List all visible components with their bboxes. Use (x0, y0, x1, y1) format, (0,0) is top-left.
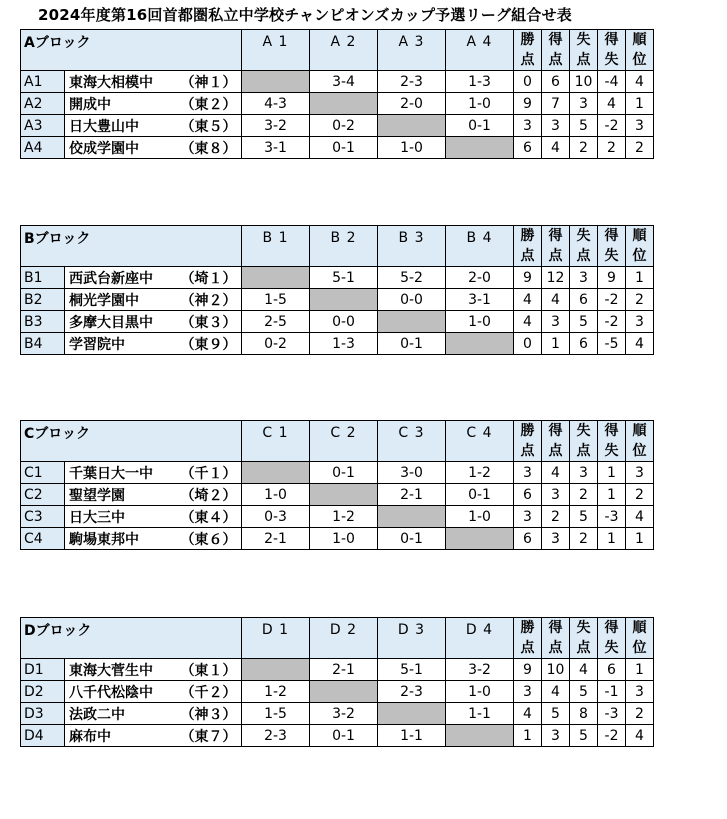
match-score: 3-1 (446, 289, 514, 311)
prefecture-seed: （東４） (179, 506, 242, 528)
stat-value: 4 (542, 137, 570, 159)
stat-header (570, 30, 598, 71)
team-code: B2 (21, 289, 65, 311)
match-score: 2-3 (378, 71, 446, 93)
stat-value: 5 (570, 681, 598, 703)
match-score: 2-1 (310, 659, 378, 681)
match-score: 2-1 (242, 528, 310, 550)
stat-value: -3 (598, 506, 626, 528)
column-header: B 1 (242, 226, 310, 267)
stat-header-line: 失 (604, 443, 619, 459)
stat-value: 6 (514, 137, 542, 159)
table-row (21, 333, 654, 355)
column-header: C 2 (310, 421, 378, 462)
self-match-cell (310, 484, 378, 506)
team-code: D1 (21, 659, 65, 681)
stat-value: 2 (626, 484, 654, 506)
stat-header-line: 失 (576, 228, 591, 244)
self-match-cell (446, 137, 514, 159)
match-score: 1-2 (446, 462, 514, 484)
match-score: 0-2 (242, 333, 310, 355)
stat-value: 9 (514, 93, 542, 115)
stat-header-line: 位 (632, 52, 647, 68)
stat-value: 4 (570, 659, 598, 681)
school-name: 麻布中 (65, 725, 179, 747)
self-match-cell (378, 703, 446, 725)
block-name: Bブロック (21, 226, 242, 267)
match-score: 3-0 (378, 462, 446, 484)
team-code: D2 (21, 681, 65, 703)
stat-value: 3 (570, 93, 598, 115)
stat-header-line: 点 (548, 640, 563, 656)
stat-header-line: 点 (520, 52, 535, 68)
match-score: 4-3 (242, 93, 310, 115)
stat-value: 2 (626, 289, 654, 311)
match-score: 2-0 (378, 93, 446, 115)
stat-value: -1 (598, 681, 626, 703)
stat-header-line: 点 (548, 52, 563, 68)
stat-header-line: 点 (576, 52, 591, 68)
stat-header (514, 618, 542, 659)
stat-value: 1 (598, 528, 626, 550)
stat-value: 5 (570, 115, 598, 137)
table-row (21, 506, 654, 528)
school-name: 学習院中 (65, 333, 179, 355)
page-title: 2024年度第16回首都圏私立中学校チャンピオンズカップ予選リーグ組合せ表 (38, 6, 572, 24)
stat-header (570, 226, 598, 267)
stat-header (626, 226, 654, 267)
self-match-cell (310, 289, 378, 311)
stat-value: 6 (570, 289, 598, 311)
stat-value: 6 (570, 333, 598, 355)
stat-header (598, 421, 626, 462)
stat-value: 8 (570, 703, 598, 725)
match-score: 1-0 (446, 311, 514, 333)
stat-header (514, 30, 542, 71)
prefecture-seed: （東７） (179, 725, 242, 747)
self-match-cell (446, 528, 514, 550)
stat-value: 4 (542, 289, 570, 311)
prefecture-seed: （東５） (179, 115, 242, 137)
team-code: A3 (21, 115, 65, 137)
school-name: 千葉日大一中 (65, 462, 179, 484)
match-score: 1-0 (310, 528, 378, 550)
school-name: 多摩大目黒中 (65, 311, 179, 333)
stat-value: 2 (570, 137, 598, 159)
self-match-cell (242, 267, 310, 289)
match-score: 0-1 (310, 462, 378, 484)
match-score: 3-2 (242, 115, 310, 137)
stat-header (542, 226, 570, 267)
stat-value: 5 (542, 703, 570, 725)
block-table (20, 29, 654, 159)
self-match-cell (378, 115, 446, 137)
stat-value: 6 (514, 484, 542, 506)
stat-header-line: 順 (632, 32, 647, 48)
team-code: C4 (21, 528, 65, 550)
match-score: 0-0 (310, 311, 378, 333)
team-code: D3 (21, 703, 65, 725)
prefecture-seed: （東１） (179, 659, 242, 681)
stat-value: 4 (598, 93, 626, 115)
prefecture-seed: （東８） (179, 137, 242, 159)
stat-header (542, 618, 570, 659)
stat-header-line: 得 (548, 228, 563, 244)
self-match-cell (378, 311, 446, 333)
match-score: 5-2 (378, 267, 446, 289)
stat-header-line: 点 (576, 640, 591, 656)
match-score: 1-1 (446, 703, 514, 725)
stat-header-line: 得 (604, 620, 619, 636)
stat-value: 2 (570, 528, 598, 550)
table-row (21, 725, 654, 747)
stat-value: 12 (542, 267, 570, 289)
self-match-cell (242, 462, 310, 484)
column-header: C 1 (242, 421, 310, 462)
table-row (21, 311, 654, 333)
match-score: 1-5 (242, 703, 310, 725)
team-code: B4 (21, 333, 65, 355)
school-name: 開成中 (65, 93, 179, 115)
match-score: 1-0 (446, 506, 514, 528)
table-row (21, 137, 654, 159)
table-row (21, 115, 654, 137)
stat-header-line: 順 (632, 228, 647, 244)
stat-header-line: 得 (548, 620, 563, 636)
stat-header (542, 30, 570, 71)
self-match-cell (310, 681, 378, 703)
match-score: 1-0 (378, 137, 446, 159)
stat-header-line: 失 (576, 423, 591, 439)
column-header: D 3 (378, 618, 446, 659)
team-code: A1 (21, 71, 65, 93)
stat-header (598, 618, 626, 659)
stat-value: 4 (542, 462, 570, 484)
block-name: Aブロック (21, 30, 242, 71)
stat-header-line: 点 (576, 248, 591, 264)
school-name: 佼成学園中 (65, 137, 179, 159)
stat-value: -2 (598, 311, 626, 333)
stat-value: 6 (542, 71, 570, 93)
prefecture-seed: （神３） (179, 703, 242, 725)
block-table (20, 420, 654, 550)
stat-header-line: 点 (520, 248, 535, 264)
school-name: 聖望学園 (65, 484, 179, 506)
stat-value: 1 (598, 484, 626, 506)
stat-header-line: 得 (604, 32, 619, 48)
match-score: 5-1 (310, 267, 378, 289)
stat-header (598, 30, 626, 71)
stat-value: 3 (514, 462, 542, 484)
stat-value: 3 (626, 681, 654, 703)
stat-value: 4 (514, 311, 542, 333)
stat-header-line: 失 (604, 52, 619, 68)
stat-header-line: 勝 (520, 620, 535, 636)
stat-value: 6 (514, 528, 542, 550)
school-name: 東海大菅生中 (65, 659, 179, 681)
stat-value: 9 (514, 267, 542, 289)
school-name: 桐光学園中 (65, 289, 179, 311)
stat-value: 3 (542, 725, 570, 747)
stat-header-line: 勝 (520, 423, 535, 439)
team-code: C1 (21, 462, 65, 484)
table-row (21, 681, 654, 703)
stat-value: 3 (542, 115, 570, 137)
match-score: 2-1 (378, 484, 446, 506)
stat-header-line: 勝 (520, 228, 535, 244)
stat-value: 9 (598, 267, 626, 289)
match-score: 0-1 (378, 528, 446, 550)
column-header: C 4 (446, 421, 514, 462)
stat-value: 2 (598, 137, 626, 159)
self-match-cell (446, 725, 514, 747)
stat-value: -5 (598, 333, 626, 355)
stat-value: 10 (570, 71, 598, 93)
match-score: 3-2 (446, 659, 514, 681)
stat-header-line: 位 (632, 248, 647, 264)
team-code: B1 (21, 267, 65, 289)
table-row (21, 267, 654, 289)
stat-header-line: 失 (604, 640, 619, 656)
prefecture-seed: （東３） (179, 311, 242, 333)
school-name: 日大三中 (65, 506, 179, 528)
column-header: A 3 (378, 30, 446, 71)
prefecture-seed: （東９） (179, 333, 242, 355)
stat-value: 0 (514, 71, 542, 93)
stat-value: 3 (514, 115, 542, 137)
stat-header-line: 点 (548, 443, 563, 459)
table-row (21, 93, 654, 115)
table-row (21, 528, 654, 550)
stat-value: 5 (570, 311, 598, 333)
school-name: 西武台新座中 (65, 267, 179, 289)
prefecture-seed: （東６） (179, 528, 242, 550)
match-score: 1-3 (310, 333, 378, 355)
team-code: B3 (21, 311, 65, 333)
team-code: C3 (21, 506, 65, 528)
stat-header (570, 421, 598, 462)
self-match-cell (378, 506, 446, 528)
prefecture-seed: （神１） (179, 71, 242, 93)
match-score: 0-3 (242, 506, 310, 528)
stat-value: 5 (570, 725, 598, 747)
team-code: D4 (21, 725, 65, 747)
stat-value: 3 (626, 462, 654, 484)
stat-header-line: 失 (576, 620, 591, 636)
stat-header-line: 位 (632, 443, 647, 459)
match-score: 1-0 (446, 681, 514, 703)
match-score: 1-1 (378, 725, 446, 747)
stat-value: 5 (570, 506, 598, 528)
stat-header-line: 点 (520, 443, 535, 459)
column-header: D 1 (242, 618, 310, 659)
stat-value: 3 (570, 462, 598, 484)
match-score: 1-0 (242, 484, 310, 506)
stat-header (570, 618, 598, 659)
stat-value: 2 (626, 137, 654, 159)
match-score: 1-3 (446, 71, 514, 93)
stat-header-line: 勝 (520, 32, 535, 48)
stat-value: 7 (542, 93, 570, 115)
prefecture-seed: （埼２） (179, 484, 242, 506)
self-match-cell (242, 659, 310, 681)
prefecture-seed: （神２） (179, 289, 242, 311)
stat-value: -2 (598, 115, 626, 137)
table-row (21, 462, 654, 484)
stat-header-line: 失 (604, 248, 619, 264)
self-match-cell (310, 93, 378, 115)
prefecture-seed: （千１） (179, 462, 242, 484)
stat-header (542, 421, 570, 462)
match-score: 0-1 (446, 484, 514, 506)
stat-header-line: 点 (548, 248, 563, 264)
match-score: 2-3 (378, 681, 446, 703)
stat-value: 2 (542, 506, 570, 528)
school-name: 駒場東邦中 (65, 528, 179, 550)
stat-value: 1 (626, 528, 654, 550)
stat-value: 4 (626, 725, 654, 747)
column-header: B 3 (378, 226, 446, 267)
stat-value: -4 (598, 71, 626, 93)
stat-value: 2 (626, 703, 654, 725)
match-score: 0-1 (446, 115, 514, 137)
match-score: 0-1 (310, 137, 378, 159)
school-name: 東海大相模中 (65, 71, 179, 93)
stat-header-line: 順 (632, 620, 647, 636)
stat-header (514, 226, 542, 267)
column-header: A 2 (310, 30, 378, 71)
column-header: D 2 (310, 618, 378, 659)
stat-value: 1 (514, 725, 542, 747)
stat-value: 3 (542, 311, 570, 333)
stat-header (598, 226, 626, 267)
stat-header-line: 順 (632, 423, 647, 439)
column-header: D 4 (446, 618, 514, 659)
match-score: 1-0 (446, 93, 514, 115)
table-row (21, 703, 654, 725)
school-name: 八千代松陰中 (65, 681, 179, 703)
stat-value: 3 (542, 528, 570, 550)
school-name: 法政二中 (65, 703, 179, 725)
team-code: A4 (21, 137, 65, 159)
stat-header-line: 得 (604, 228, 619, 244)
match-score: 1-5 (242, 289, 310, 311)
school-name: 日大豊山中 (65, 115, 179, 137)
match-score: 2-5 (242, 311, 310, 333)
match-score: 3-1 (242, 137, 310, 159)
column-header: C 3 (378, 421, 446, 462)
team-code: C2 (21, 484, 65, 506)
stat-value: 0 (514, 333, 542, 355)
column-header: B 2 (310, 226, 378, 267)
match-score: 0-2 (310, 115, 378, 137)
stat-value: 3 (542, 484, 570, 506)
stat-value: 6 (598, 659, 626, 681)
stat-value: 3 (626, 115, 654, 137)
stat-value: 3 (626, 311, 654, 333)
column-header: A 4 (446, 30, 514, 71)
column-header: A 1 (242, 30, 310, 71)
stat-header (626, 618, 654, 659)
stat-header (514, 421, 542, 462)
stat-value: 4 (514, 703, 542, 725)
stat-value: 4 (514, 289, 542, 311)
table-row (21, 289, 654, 311)
stat-value: 2 (570, 484, 598, 506)
match-score: 1-2 (310, 506, 378, 528)
block-name: Cブロック (21, 421, 242, 462)
stat-header (626, 421, 654, 462)
stat-header-line: 得 (548, 32, 563, 48)
self-match-cell (242, 71, 310, 93)
block-table (20, 617, 654, 747)
stat-value: 4 (626, 333, 654, 355)
stat-value: 1 (626, 93, 654, 115)
team-code: A2 (21, 93, 65, 115)
stat-value: 3 (570, 267, 598, 289)
stat-value: 3 (514, 506, 542, 528)
match-score: 0-1 (310, 725, 378, 747)
match-score: 3-2 (310, 703, 378, 725)
match-score: 3-4 (310, 71, 378, 93)
match-score: 1-2 (242, 681, 310, 703)
stat-value: 1 (542, 333, 570, 355)
self-match-cell (446, 333, 514, 355)
match-score: 2-3 (242, 725, 310, 747)
match-score: 0-1 (378, 333, 446, 355)
prefecture-seed: （東２） (179, 93, 242, 115)
match-score: 2-0 (446, 267, 514, 289)
stat-value: -3 (598, 703, 626, 725)
column-header: B 4 (446, 226, 514, 267)
table-row (21, 484, 654, 506)
stat-header-line: 失 (576, 32, 591, 48)
stat-value: 1 (598, 462, 626, 484)
table-row (21, 71, 654, 93)
stat-header-line: 点 (576, 443, 591, 459)
stat-value: 4 (626, 506, 654, 528)
stat-header-line: 得 (604, 423, 619, 439)
stat-value: 3 (514, 681, 542, 703)
stat-value: -2 (598, 725, 626, 747)
block-name: Dブロック (21, 618, 242, 659)
match-score: 5-1 (378, 659, 446, 681)
stat-header (626, 30, 654, 71)
stat-header-line: 位 (632, 640, 647, 656)
stat-value: 4 (626, 71, 654, 93)
stat-value: 1 (626, 267, 654, 289)
prefecture-seed: （千２） (179, 681, 242, 703)
stat-value: 4 (542, 681, 570, 703)
match-score: 0-0 (378, 289, 446, 311)
table-row (21, 659, 654, 681)
stat-value: 9 (514, 659, 542, 681)
stat-header-line: 点 (520, 640, 535, 656)
prefecture-seed: （埼１） (179, 267, 242, 289)
stat-value: -2 (598, 289, 626, 311)
stat-header-line: 得 (548, 423, 563, 439)
stat-value: 10 (542, 659, 570, 681)
block-table (20, 225, 654, 355)
stat-value: 1 (626, 659, 654, 681)
